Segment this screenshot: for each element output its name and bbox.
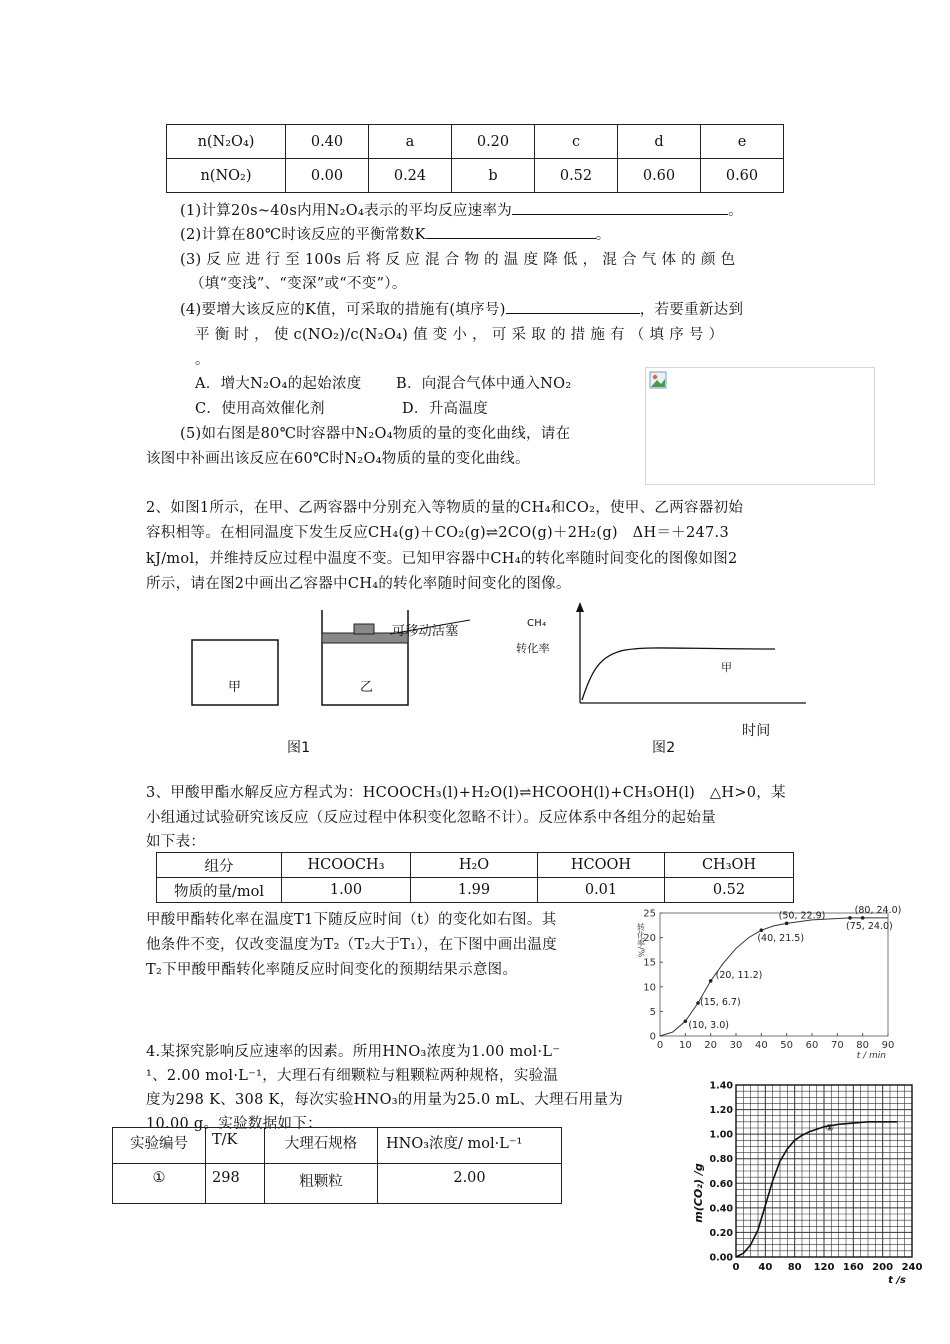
x-tick-label: 80	[856, 1040, 870, 1051]
x-tick-label: 40	[758, 1262, 773, 1273]
y-axis-label: 转化率/%	[636, 923, 646, 958]
table-cell: 0.00	[286, 159, 369, 193]
label-yi: 乙	[360, 680, 374, 695]
q4-line2: ¹、2.00 mol·L⁻¹，大理石有细颗粒与粗颗粒两种规格，实验温	[146, 1068, 559, 1084]
answer-blank[interactable]	[506, 299, 640, 314]
table-cell: b	[452, 159, 535, 193]
x-tick-label: 70	[830, 1040, 844, 1051]
x-tick-label: 60	[805, 1040, 819, 1051]
data-label: (80, 24.0)	[854, 904, 902, 916]
x-axis-label: t / min	[856, 1051, 886, 1061]
q3-line2: 小组通过试验研究该反应（反应过程中体积变化忽略不计）。反应体系中各组分的起始量	[146, 810, 716, 826]
table-row	[113, 1164, 562, 1204]
y-tick-label: 5	[649, 1006, 656, 1018]
figure2-conversion-chart	[570, 600, 810, 710]
x-tick-label: 80	[787, 1262, 802, 1273]
table-cell: c	[535, 125, 618, 159]
q1-line2-end: 。	[595, 227, 611, 243]
table-cell: 0.60	[618, 159, 701, 193]
table-cell: 物质的量/mol	[157, 878, 282, 903]
q1-line2-text: (2)计算在80℃时该反应的平衡常数K	[180, 227, 426, 243]
q2-line4: 所示，请在图2中画出乙容器中CH₄的转化率随时间变化的图像。	[146, 576, 571, 592]
q1-line1-end: 。	[728, 203, 743, 219]
table-cell: HCOOCH₃	[282, 853, 411, 878]
fig2-xlabel: 时间	[742, 723, 771, 739]
table-cell: 0.01	[538, 878, 665, 903]
table-row	[167, 125, 784, 159]
q1-line2	[180, 223, 611, 244]
x-tick-label: 20	[704, 1040, 718, 1051]
table-row	[157, 878, 794, 903]
fig2-ylabel-2: 转化率	[516, 642, 550, 655]
data-label: (10, 3.0)	[688, 1020, 729, 1032]
n2o4-no2-table	[166, 124, 784, 193]
piston-handle	[354, 624, 374, 634]
q3-para3: T₂下甲酸甲酯转化率随反应时间变化的预期结果示意图。	[146, 962, 518, 978]
table-cell: d	[618, 125, 701, 159]
data-label: (50, 22.9)	[778, 910, 826, 922]
answer-blank[interactable]	[512, 200, 728, 215]
y-tick-label: 1.00	[709, 1129, 733, 1141]
caption-fig2: 图2	[652, 740, 676, 756]
table-cell: 0.24	[369, 159, 452, 193]
container-jia	[192, 640, 278, 705]
data-point	[709, 979, 713, 983]
data-point	[760, 928, 764, 932]
x-tick-label: 120	[813, 1262, 835, 1273]
table-cell: T/K	[206, 1128, 265, 1164]
y-axis-label: m(CO₂) /g	[692, 1163, 705, 1223]
q1-line5a: (5)如右图是80℃时容器中N₂O₄物质的量的变化曲线，请在	[180, 426, 571, 442]
x-tick-label: 90	[881, 1040, 895, 1051]
q4-line3: 度为298 K、308 K，每次实验HNO₃的用量为25.0 mL、大理石用量为	[146, 1092, 624, 1108]
curve-jia	[582, 648, 775, 700]
table-cell: HNO₃浓度/ mol·L⁻¹	[378, 1128, 562, 1164]
q3-para1: 甲酸甲酯转化率在温度T1下随反应时间（t）的变化如右图。其	[146, 912, 557, 928]
table-cell: HCOOH	[538, 853, 665, 878]
x-tick-label: 40	[754, 1040, 768, 1051]
x-tick-label: 30	[729, 1040, 743, 1051]
table-row	[113, 1128, 562, 1164]
q1-line3a: (3) 反 应 进 行 至 100s 后 将 反 应 混 合 物 的 温 度 降 低 ， 混 合 气 体 的 颜 色	[180, 252, 736, 268]
q1-line4c: 。	[195, 352, 210, 368]
table-row	[167, 159, 784, 193]
q1-line4a	[180, 298, 743, 319]
data-point	[861, 916, 865, 920]
q2-line3: kJ/mol，并维持反应过程中温度不变。已知甲容器中CH₄的转化率随时间变化的图像如图2	[146, 551, 738, 567]
table-cell: 粗颗粒	[265, 1164, 378, 1204]
table-cell: 0.20	[452, 125, 535, 159]
x-tick-label: 160	[842, 1262, 864, 1273]
x-tick-label: 0	[656, 1040, 664, 1051]
x-axis-label: t /s	[888, 1275, 906, 1286]
table-cell: 1.00	[282, 878, 411, 903]
table-row	[157, 853, 794, 878]
y-tick-label: 1.40	[709, 1080, 733, 1092]
data-label: (20, 11.2)	[715, 969, 763, 981]
y-tick-label: 0.00	[709, 1252, 733, 1264]
y-tick-label: 1.20	[709, 1105, 733, 1117]
q3-line1: 3、甲酸甲酯水解反应方程式为：HCOOCH₃(l)+H₂O(l)⇌HCOOH(l)+CH₃OH(l) △H>0，某	[146, 785, 786, 801]
q1-line1	[180, 199, 743, 220]
table-cell: 2.00	[378, 1164, 562, 1204]
y-tick-label: 0.60	[709, 1178, 733, 1190]
label-jia: 甲	[228, 680, 242, 695]
q3-line3: 如下表：	[146, 834, 206, 850]
y-tick-label: 0	[649, 1031, 656, 1043]
y-tick-label: 0.80	[709, 1154, 733, 1166]
q2-line1: 2、如图1所示，在甲、乙两容器中分别充入等物质的量的CH₄和CO₂，使甲、乙两容器初始	[146, 500, 744, 516]
table-cell: e	[701, 125, 784, 159]
q1-line5b: 该图中补画出该反应在60℃时N₂O₄物质的量的变化曲线。	[146, 451, 530, 467]
table-cell: CH₃OH	[665, 853, 794, 878]
caption-fig1: 图1	[287, 740, 311, 756]
table-cell: 0.40	[286, 125, 369, 159]
table-cell: 0.60	[701, 159, 784, 193]
option-c: C．使用高效催化剂	[195, 401, 325, 417]
q4-line4: 10.00 g。实验数据如下：	[146, 1116, 322, 1132]
fig2-ylabel-1: CH₄	[527, 618, 547, 629]
q4-line1: 4.某探究影响反应速率的因素。所用HNO₃浓度为1.00 mol·L⁻	[146, 1044, 561, 1060]
conversion-rate-chart	[630, 905, 900, 1060]
option-b: B．向混合气体中通入NO₂	[396, 376, 572, 392]
table-cell: 组分	[157, 853, 282, 878]
series-label: ①	[825, 1122, 834, 1134]
data-point	[684, 1019, 688, 1023]
x-tick-label: 50	[780, 1040, 794, 1051]
q1-line3b: （填“变浅”、“变深”或“不变”）。	[190, 276, 407, 292]
q3-components-table	[156, 852, 794, 903]
y-tick-label: 10	[643, 982, 656, 994]
x-tick-label: 0	[732, 1262, 740, 1273]
q4-experiment-table	[112, 1127, 562, 1204]
table-cell: a	[369, 125, 452, 159]
data-label: (15, 6.7)	[700, 997, 741, 1009]
data-label: (40, 21.5)	[757, 933, 805, 945]
data-label: (75, 24.0)	[846, 920, 893, 932]
table-cell: 0.52	[535, 159, 618, 193]
q1-line4a-end: ，若要重新达到	[639, 302, 744, 318]
option-d: D．升高温度	[402, 401, 488, 417]
data-point	[785, 922, 789, 926]
y-tick-label: 0.20	[709, 1227, 733, 1239]
y-axis-arrow	[576, 602, 584, 612]
broken-image-icon	[649, 371, 667, 389]
table-cell: n(N₂O₄)	[167, 125, 286, 159]
y-tick-label: 15	[643, 957, 656, 969]
broken-image-placeholder	[645, 367, 875, 485]
table-cell: 0.52	[665, 878, 794, 903]
q3-para2: 他条件不变，仅改变温度为T₂（T₂大于T₁），在下图中画出温度	[146, 937, 557, 953]
data-point	[848, 916, 852, 920]
table-cell: n(NO₂)	[167, 159, 286, 193]
table-cell: H₂O	[411, 853, 538, 878]
q1-line4b: 平 衡 时 ， 使 c(NO₂)/c(N₂O₄) 值 变 小 ， 可 采 取 的 措 施 有 （ 填 序 号 ）	[195, 327, 724, 343]
table-cell: ①	[113, 1164, 206, 1204]
y-tick-label: 0.40	[709, 1203, 733, 1215]
table-cell: 1.99	[411, 878, 538, 903]
co2-mass-chart	[690, 1075, 923, 1297]
label-piston: 可移动活塞	[392, 624, 459, 639]
table-cell: 大理石规格	[265, 1128, 378, 1164]
fig2-series-label: 甲	[721, 661, 733, 674]
table-cell: 实验编号	[113, 1128, 206, 1164]
y-tick-label: 25	[643, 908, 656, 920]
q1-line1-text: (1)计算20s~40s内用N₂O₄表示的平均反应速率为	[180, 203, 513, 219]
x-tick-label: 10	[678, 1040, 692, 1051]
answer-blank[interactable]	[426, 224, 596, 239]
table-cell: 298	[206, 1164, 265, 1204]
x-tick-label: 200	[872, 1262, 894, 1273]
option-a: A．增大N₂O₄的起始浓度	[195, 376, 362, 392]
y-tick-label: 20	[643, 933, 656, 945]
x-tick-label: 240	[901, 1262, 923, 1273]
q1-line4a-text: (4)要增大该反应的K值，可采取的措施有(填序号)	[180, 302, 506, 318]
q2-line2: 容积相等。在相同温度下发生反应CH₄(g)＋CO₂(g)⇌2CO(g)＋2H₂(g) ΔH＝＋247.3	[146, 525, 729, 541]
